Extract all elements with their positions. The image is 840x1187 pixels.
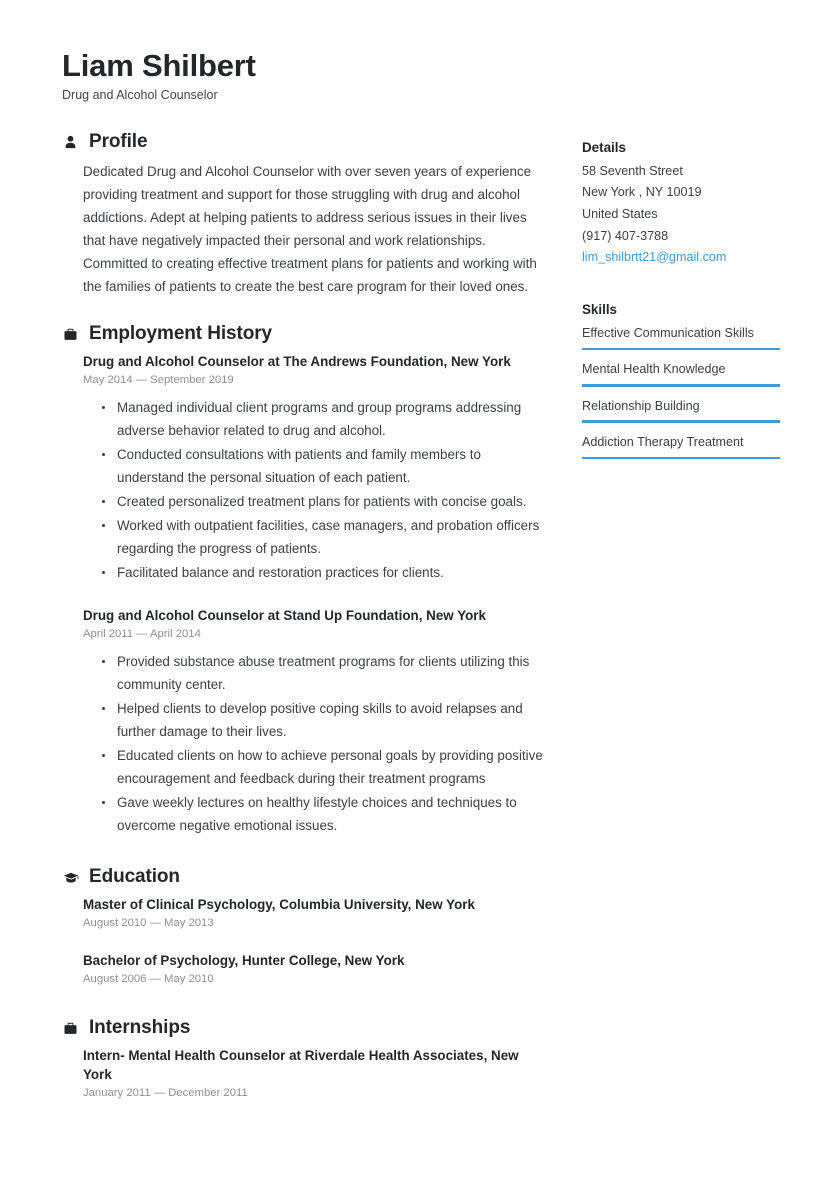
- section-education: [62, 867, 546, 988]
- bullet-item: Educated clients on how to achieve personal goals by providing positive encouragement and feedback during their treatment programs: [117, 744, 546, 790]
- entry-date: January 2011 — December 2011: [83, 1086, 248, 1099]
- person-icon: [62, 134, 79, 151]
- entry-title: Master of Clinical Psychology, Columbia University, New York: [83, 897, 475, 913]
- skill-label: Mental Health Knowledge: [582, 362, 726, 377]
- section-internships-header: [62, 1018, 546, 1039]
- section-employment-title: Employment History: [89, 322, 272, 344]
- skill-item: [582, 396, 780, 423]
- entry-date: August 2010 — May 2013: [83, 917, 214, 930]
- briefcase-icon: [62, 326, 79, 343]
- entry-date: May 2014 — September 2019: [83, 373, 234, 386]
- bullet-item: Created personalized treatment plans for patients with concise goals.: [117, 490, 546, 513]
- skill-level-bar: [582, 420, 780, 423]
- bullet-item: Facilitated balance and restoration practices for clients.: [117, 561, 546, 584]
- entry-bullets: [83, 396, 546, 584]
- skill-item: [582, 323, 780, 350]
- detail-address-street: 58 Seventh Street: [582, 163, 683, 178]
- candidate-job-title: Drug and Alcohol Counselor: [62, 87, 218, 102]
- detail-email-link[interactable]: lim_shilbrtt21@gmail.com: [582, 250, 727, 265]
- skill-level-bar: [582, 384, 780, 387]
- detail-address-country: United States: [582, 207, 658, 222]
- bullet-item: Managed individual client programs and group programs addressing adverse behavior related to drug and alcohol.: [117, 396, 546, 442]
- internship-entry: [83, 1046, 546, 1102]
- skill-label: Relationship Building: [582, 398, 700, 413]
- skill-item: [582, 432, 780, 459]
- skill-item: [582, 359, 780, 386]
- skill-label: Addiction Therapy Treatment: [582, 434, 744, 449]
- entry-bullets: [83, 650, 546, 837]
- sidebar-column: [582, 132, 780, 469]
- entry-title: Drug and Alcohol Counselor at Stand Up Foundation, New York: [83, 607, 486, 623]
- section-education-title: Education: [89, 866, 180, 888]
- bullet-item: Provided substance abuse treatment programs for clients utilizing this community center.: [117, 650, 546, 696]
- skill-level-bar: [582, 457, 780, 460]
- section-employment-header: [62, 324, 546, 345]
- bullet-item: Worked with outpatient facilities, case managers, and probation officers regarding the progress of patients.: [117, 514, 546, 560]
- employment-entries: [62, 352, 546, 837]
- education-entries: [62, 895, 546, 988]
- section-internships: [62, 1018, 546, 1102]
- bullet-item: Gave weekly lectures on healthy lifestyle choices and techniques to overcome negative emotional issues.: [117, 791, 546, 837]
- section-education-header: [62, 867, 546, 888]
- main-column: [62, 132, 546, 1102]
- internship-entries: [62, 1046, 546, 1102]
- entry-title: Bachelor of Psychology, Hunter College, New York: [83, 952, 405, 968]
- section-profile-title: Profile: [89, 130, 148, 152]
- profile-text: Dedicated Drug and Alcohol Counselor with over seven years of experience providing treatment and support for those struggling with drug and alcohol addictions. Adept at helping patients to address serious issues in their lives that have negatively impacted their personal and work relationships. Committed to creating effective treatment plans for patients and working with the families of patients to create the best care program for their loved ones.: [83, 163, 537, 294]
- education-entry: [83, 951, 546, 988]
- graduation-cap-icon: [62, 869, 79, 886]
- briefcase-icon: [62, 1020, 79, 1037]
- skill-label: Effective Communication Skills: [582, 326, 754, 341]
- education-entry: [83, 895, 546, 932]
- employment-entry: [83, 606, 546, 837]
- section-internships-title: Internships: [89, 1016, 191, 1038]
- sidebar-details: [582, 138, 780, 269]
- entry-date: April 2011 — April 2014: [83, 627, 201, 640]
- bullet-item: Conducted consultations with patients and family members to understand the personal situation of each patient.: [117, 443, 546, 489]
- skills-title: Skills: [582, 302, 617, 318]
- entry-date: August 2006 — May 2010: [83, 972, 214, 985]
- entry-title: Intern- Mental Health Counselor at Riverdale Health Associates, New York: [83, 1047, 519, 1082]
- detail-phone: (917) 407-3788: [582, 228, 669, 243]
- candidate-name: Liam Shilbert: [62, 48, 256, 83]
- detail-address-city: New York , NY 10019: [582, 185, 702, 200]
- employment-entry: [83, 352, 546, 584]
- entry-title: Drug and Alcohol Counselor at The Andrews Foundation, New York: [83, 353, 511, 369]
- section-employment: [62, 324, 546, 837]
- skill-level-bar: [582, 348, 780, 351]
- section-profile: [62, 132, 546, 298]
- sidebar-skills: [582, 300, 780, 459]
- section-profile-header: [62, 132, 546, 153]
- resume-header: [62, 48, 778, 102]
- details-title: Details: [582, 139, 626, 155]
- resume-body: [62, 132, 778, 1102]
- bullet-item: Helped clients to develop positive coping skills to avoid relapses and further damage to their lives.: [117, 697, 546, 743]
